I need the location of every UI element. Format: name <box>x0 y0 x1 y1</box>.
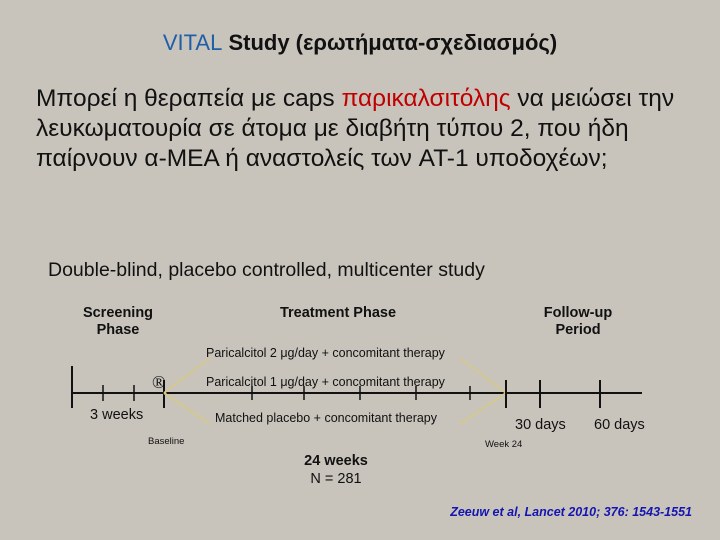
day60-label: 60 days <box>594 417 645 433</box>
treatment-phase-label: Treatment Phase <box>279 305 397 321</box>
registered-symbol: ® <box>152 372 166 392</box>
sample-size-label: N = 281 <box>310 471 362 487</box>
question-highlight: παρικαλσιτόλης <box>341 85 511 112</box>
baseline-label: Baseline <box>148 436 185 447</box>
treatment-duration <box>286 452 386 488</box>
question-part2: να μειώσει την λευκωματουρία σε άτομα με διαβήτη τύπου 2, που ήδη παίρνουν α-ΜΕΑ ή αναστολείς των AT-1 υποδοχέων; <box>36 85 675 172</box>
followup-period-label: Follow-up Period <box>543 305 613 338</box>
study-design-subtitle: Double-blind, placebo controlled, multicenter study <box>48 259 485 281</box>
screening-duration-label: 3 weeks <box>90 407 144 423</box>
citation: Zeeuw et al, Lancet 2010; 376: 1543-1551 <box>450 505 692 519</box>
arm3-branch <box>164 393 210 424</box>
question-part1: Μπορεί η θεραπεία με caps <box>36 85 342 112</box>
arm3-merge <box>460 393 506 424</box>
screening-phase-label: Screening Phase <box>82 305 154 338</box>
duration-label: 24 weeks <box>304 453 368 469</box>
arm1-merge <box>460 358 506 393</box>
arm1-branch <box>164 358 210 393</box>
arm1-label: Paricalcitol 2 μg/day + concomitant therapy <box>206 346 445 360</box>
arm3-label: Matched placebo + concomitant therapy <box>215 411 438 425</box>
week24-label: Week 24 <box>485 439 523 450</box>
arm2-label: Paricalcitol 1 μg/day + concomitant therapy <box>206 375 445 389</box>
title-rest: Study (ερωτήματα-σχεδιασμός) <box>222 30 558 55</box>
day30-label: 30 days <box>515 417 566 433</box>
title-vital: VITAL <box>162 30 223 55</box>
